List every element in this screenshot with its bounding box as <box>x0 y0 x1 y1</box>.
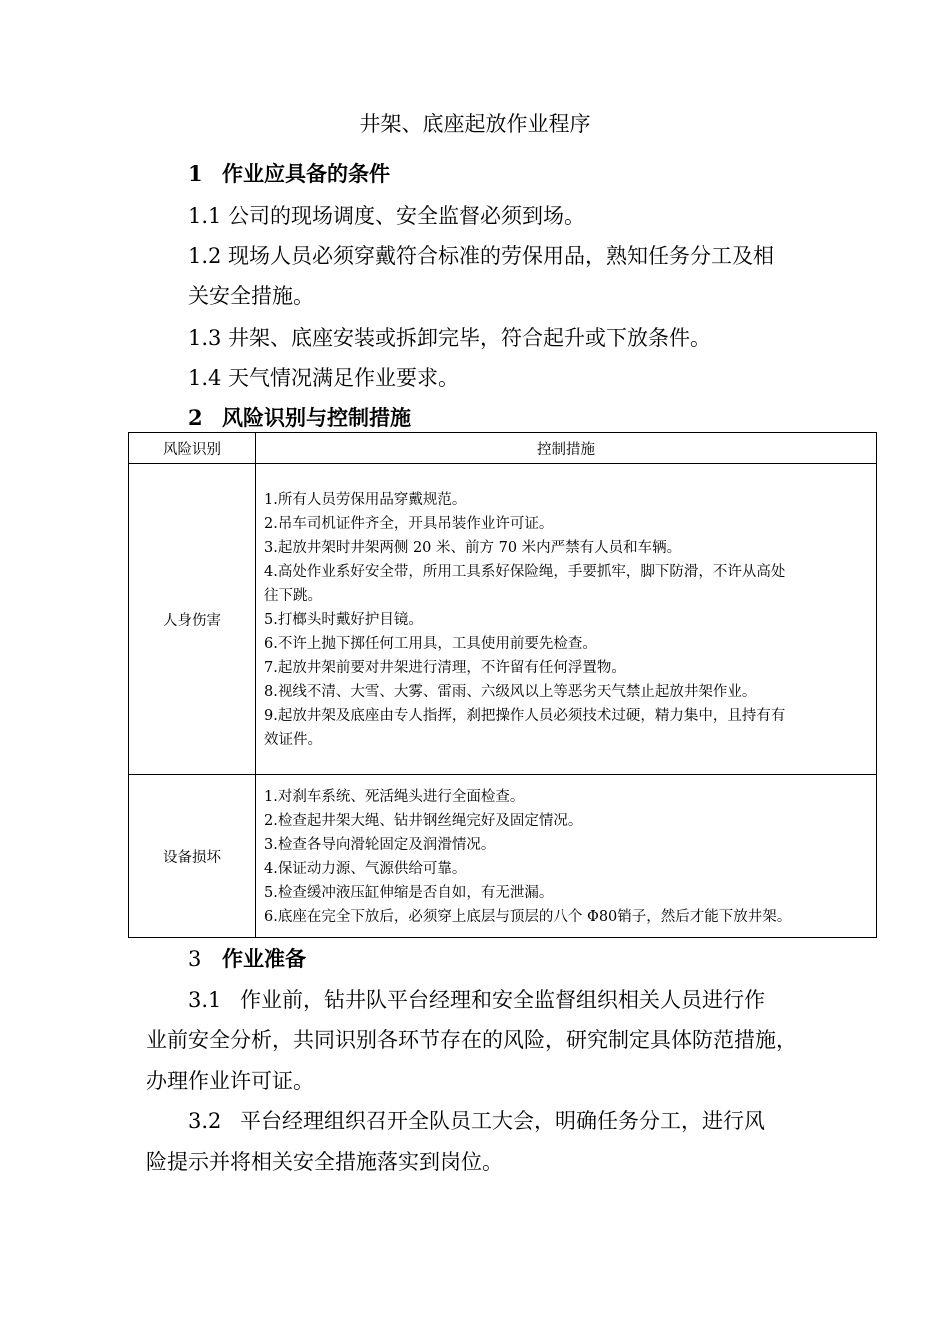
paragraph-line: 险提示并将相关安全措施落实到岗位。 <box>146 1150 503 1174</box>
risk-cell: 人身伤害 <box>129 464 256 775</box>
measure-line: 1.对刹车系统、死活绳头进行全面检查。 <box>264 789 525 805</box>
list-item <box>188 362 459 392</box>
item-text: 公司的现场调度、安全监督必须到场。 <box>228 204 585 228</box>
item-text: 天气情况满足作业要求。 <box>228 366 459 390</box>
measure-line: 7.起放井架前要对井架进行清理，不许留有任何浮置物。 <box>264 660 626 676</box>
measure-line: 往下跳。 <box>264 588 322 604</box>
section-title: 作业应具备的条件 <box>222 161 390 186</box>
section-title: 作业准备 <box>222 946 306 971</box>
section-number: 1 <box>188 161 203 186</box>
item-number: 1.2 <box>188 244 222 268</box>
measure-line: 效证件。 <box>264 732 322 748</box>
paragraph-text: 平台经理组织召开全队员工大会，明确任务分工，进行风 <box>240 1109 765 1133</box>
paragraph-line: 办理作业许可证。 <box>146 1069 314 1093</box>
item-text: 井架、底座安装或拆卸完毕，符合起升或下放条件。 <box>228 326 711 350</box>
table-row <box>129 464 877 775</box>
paragraph-line <box>188 1105 765 1135</box>
column-header-measures: 控制措施 <box>256 433 877 464</box>
risk-cell: 设备损坏 <box>129 775 256 938</box>
measure-line: 6.底座在完全下放后，必须穿上底层与顶层的八个 Φ80销子，然后才能下放井架。 <box>264 909 792 925</box>
measure-line: 2.检查起井架大绳、钻井钢丝绳完好及固定情况。 <box>264 813 583 829</box>
measures-cell <box>256 775 877 938</box>
measure-line: 5.打榔头时戴好护目镜。 <box>264 612 423 628</box>
measure-line: 4.高处作业系好安全带，所用工具系好保险绳，手要抓牢，脚下防滑，不许从高处 <box>264 564 786 580</box>
section-number: 2 <box>188 405 203 430</box>
measure-line: 3.检查各导向滑轮固定及润滑情况。 <box>264 837 496 853</box>
list-item <box>188 240 774 270</box>
risk-control-table <box>128 432 877 938</box>
measure-line: 5.检查缓冲液压缸伸缩是否自如，有无泄漏。 <box>264 885 554 901</box>
list-item <box>188 200 585 230</box>
table-header-row <box>129 433 877 464</box>
measure-line: 3.起放井架时井架两侧 20 米、前方 70 米内严禁有人员和车辆。 <box>264 540 682 556</box>
measure-line: 1.所有人员劳保用品穿戴规范。 <box>264 492 467 508</box>
column-header-risk: 风险识别 <box>129 433 256 464</box>
item-number: 1.4 <box>188 366 222 390</box>
item-number: 1.1 <box>188 204 222 228</box>
paragraph-number: 3.2 <box>188 1109 222 1133</box>
list-item <box>188 322 711 352</box>
measure-line: 6.不许上抛下掷任何工用具，工具使用前要先检查。 <box>264 636 597 652</box>
item-continuation: 关安全措施。 <box>188 284 314 308</box>
paragraph-number: 3.1 <box>188 988 222 1012</box>
section-1-heading <box>188 158 390 188</box>
measures-cell <box>256 464 877 775</box>
measure-line: 9.起放井架及底座由专人指挥，刹把操作人员必须技术过硬，精力集中，且持有有 <box>264 708 786 724</box>
measure-line: 8.视线不清、大雪、大雾、雷雨、六级风以上等恶劣天气禁止起放井架作业。 <box>264 684 757 700</box>
section-number: 3 <box>188 947 202 971</box>
measure-line: 4.保证动力源、气源供给可靠。 <box>264 861 467 877</box>
paragraph-line: 业前安全分析，共同识别各环节存在的风险，研究制定具体防范措施， <box>146 1028 797 1052</box>
section-2-heading <box>188 402 411 432</box>
section-title: 风险识别与控制措施 <box>222 405 411 430</box>
page-title: 井架、底座起放作业程序 <box>359 112 591 136</box>
measure-line: 2.吊车司机证件齐全，开具吊装作业许可证。 <box>264 516 554 532</box>
paragraph-line <box>188 984 765 1014</box>
item-number: 1.3 <box>188 326 222 350</box>
item-text: 现场人员必须穿戴符合标准的劳保用品，熟知任务分工及相 <box>228 244 774 268</box>
table-row <box>129 775 877 938</box>
paragraph-text: 作业前，钻井队平台经理和安全监督组织相关人员进行作 <box>240 988 765 1012</box>
section-3-heading <box>188 943 306 973</box>
